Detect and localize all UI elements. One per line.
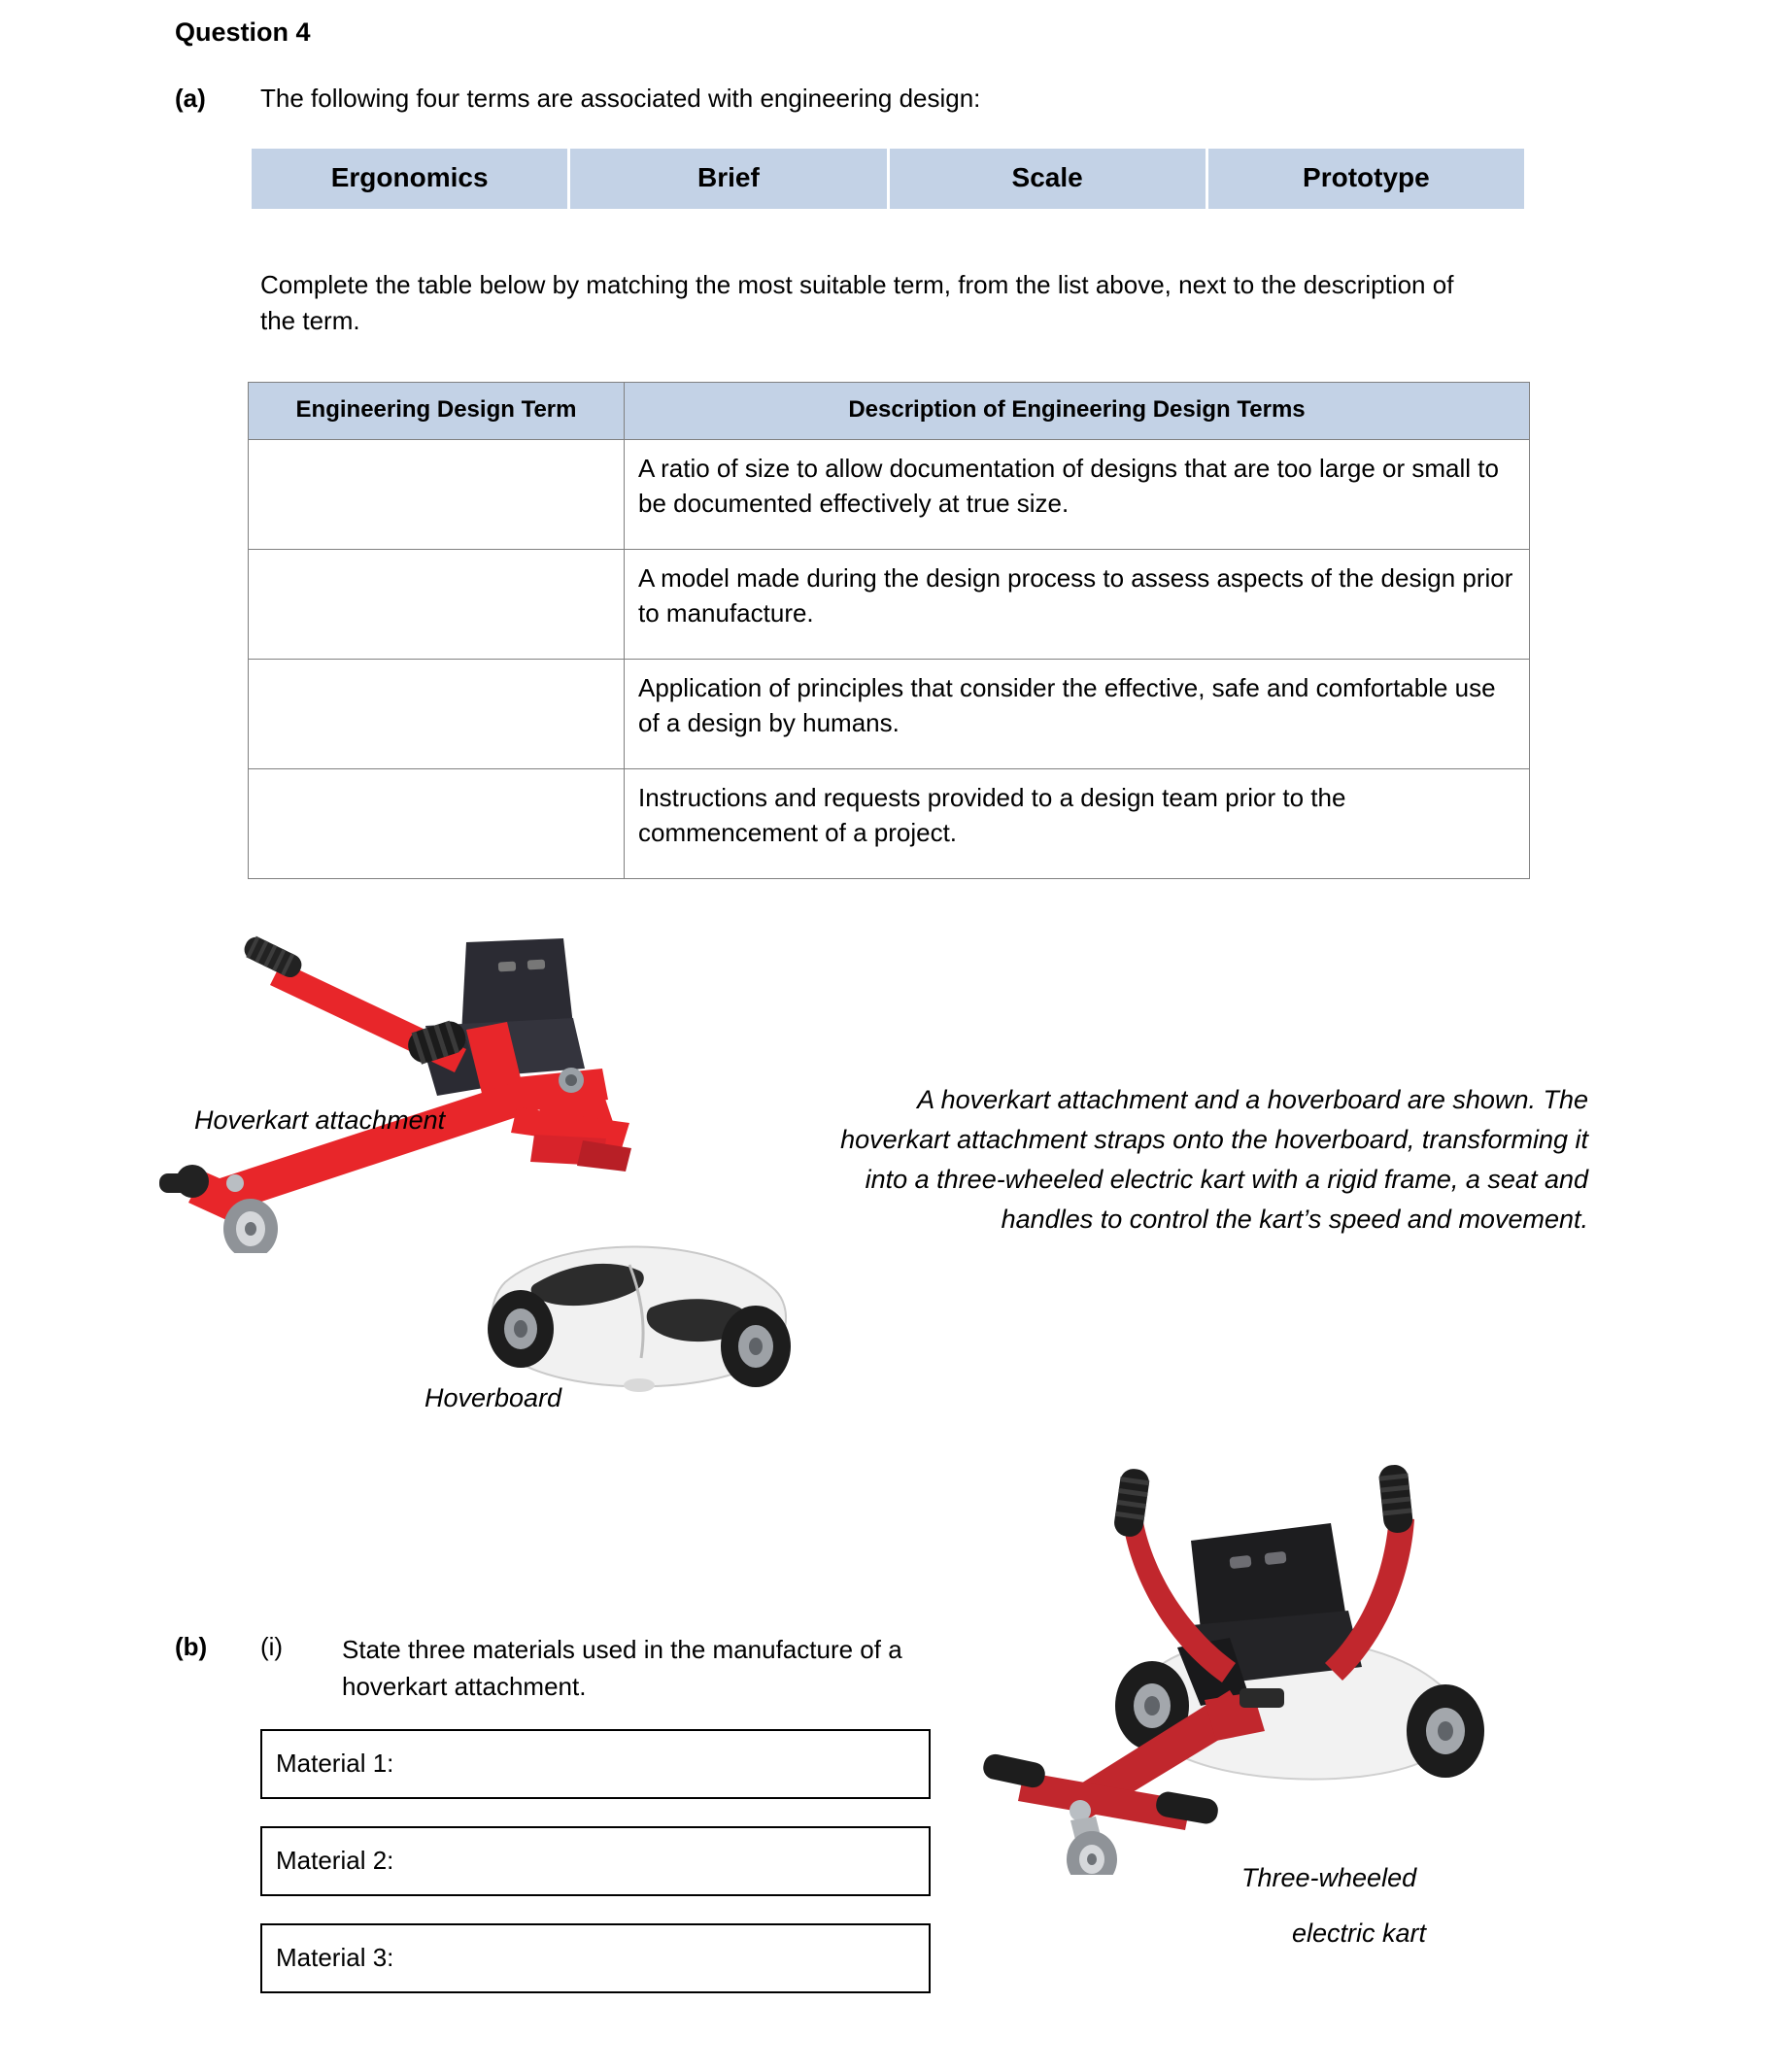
answer-cell-term-4[interactable] bbox=[249, 769, 625, 879]
material-answer-box-3[interactable]: Material 3: bbox=[260, 1923, 931, 1993]
terms-bar bbox=[251, 148, 1525, 210]
term-brief: Brief bbox=[570, 149, 889, 209]
description-cell-2: A model made during the design process to assess aspects of the design prior to manufacture. bbox=[625, 550, 1530, 660]
header-description: Description of Engineering Design Terms bbox=[625, 383, 1530, 440]
caption-hoverboard: Hoverboard bbox=[425, 1383, 562, 1412]
part-b-label: (b) bbox=[175, 1632, 208, 1661]
design-terms-table bbox=[248, 382, 1530, 879]
part-a-stem: The following four terms are associated with engineering design: bbox=[260, 84, 981, 113]
table-row bbox=[249, 660, 1530, 769]
table-row bbox=[249, 440, 1530, 550]
header-term: Engineering Design Term bbox=[249, 383, 625, 440]
hoverkart-attachment-image bbox=[146, 933, 845, 1253]
term-prototype: Prototype bbox=[1208, 149, 1524, 209]
part-b-question-text: State three materials used in the manufacture of a hoverkart attachment. bbox=[342, 1635, 902, 1701]
caption-kart-line1: Three-wheeled bbox=[1241, 1863, 1417, 1892]
material-answer-box-1[interactable]: Material 1: bbox=[260, 1729, 931, 1799]
part-a-instruction: Complete the table below by matching the most suitable term, from the list above, next to the description of the term. bbox=[260, 270, 1454, 335]
answer-cell-term-3[interactable] bbox=[249, 660, 625, 769]
term-ergonomics: Ergonomics bbox=[252, 149, 570, 209]
table-row bbox=[249, 550, 1530, 660]
answer-cell-term-2[interactable] bbox=[249, 550, 625, 660]
description-cell-3: Application of principles that consider the effective, safe and comfortable use of a design by humans. bbox=[625, 660, 1530, 769]
page-title: Question 4 bbox=[175, 17, 311, 47]
caption-kart-line2: electric kart bbox=[1292, 1919, 1427, 1948]
table-row bbox=[249, 769, 1530, 879]
part-b-roman-numeral: (i) bbox=[260, 1632, 284, 1661]
material-answer-box-2[interactable]: Material 2: bbox=[260, 1826, 931, 1896]
part-a-label: (a) bbox=[175, 84, 206, 113]
description-cell-1: A ratio of size to allow documentation of designs that are too large or small to be documented effectively at true size. bbox=[625, 440, 1530, 550]
figure-description: A hoverkart attachment and a hoverboard are shown. The hoverkart attachment straps onto the hoverboard, transforming it into a three-wheeled electric kart with a rigid frame, a seat and handles to control the kart’s speed and movement. bbox=[840, 1085, 1588, 1235]
term-scale: Scale bbox=[890, 149, 1208, 209]
description-cell-4: Instructions and requests provided to a design team prior to the commencement of a project. bbox=[625, 769, 1530, 879]
table-header-row bbox=[249, 383, 1530, 440]
answer-cell-term-1[interactable] bbox=[249, 440, 625, 550]
three-wheeled-kart-image bbox=[962, 1409, 1564, 1875]
caption-hoverkart: Hoverkart attachment bbox=[194, 1105, 446, 1135]
